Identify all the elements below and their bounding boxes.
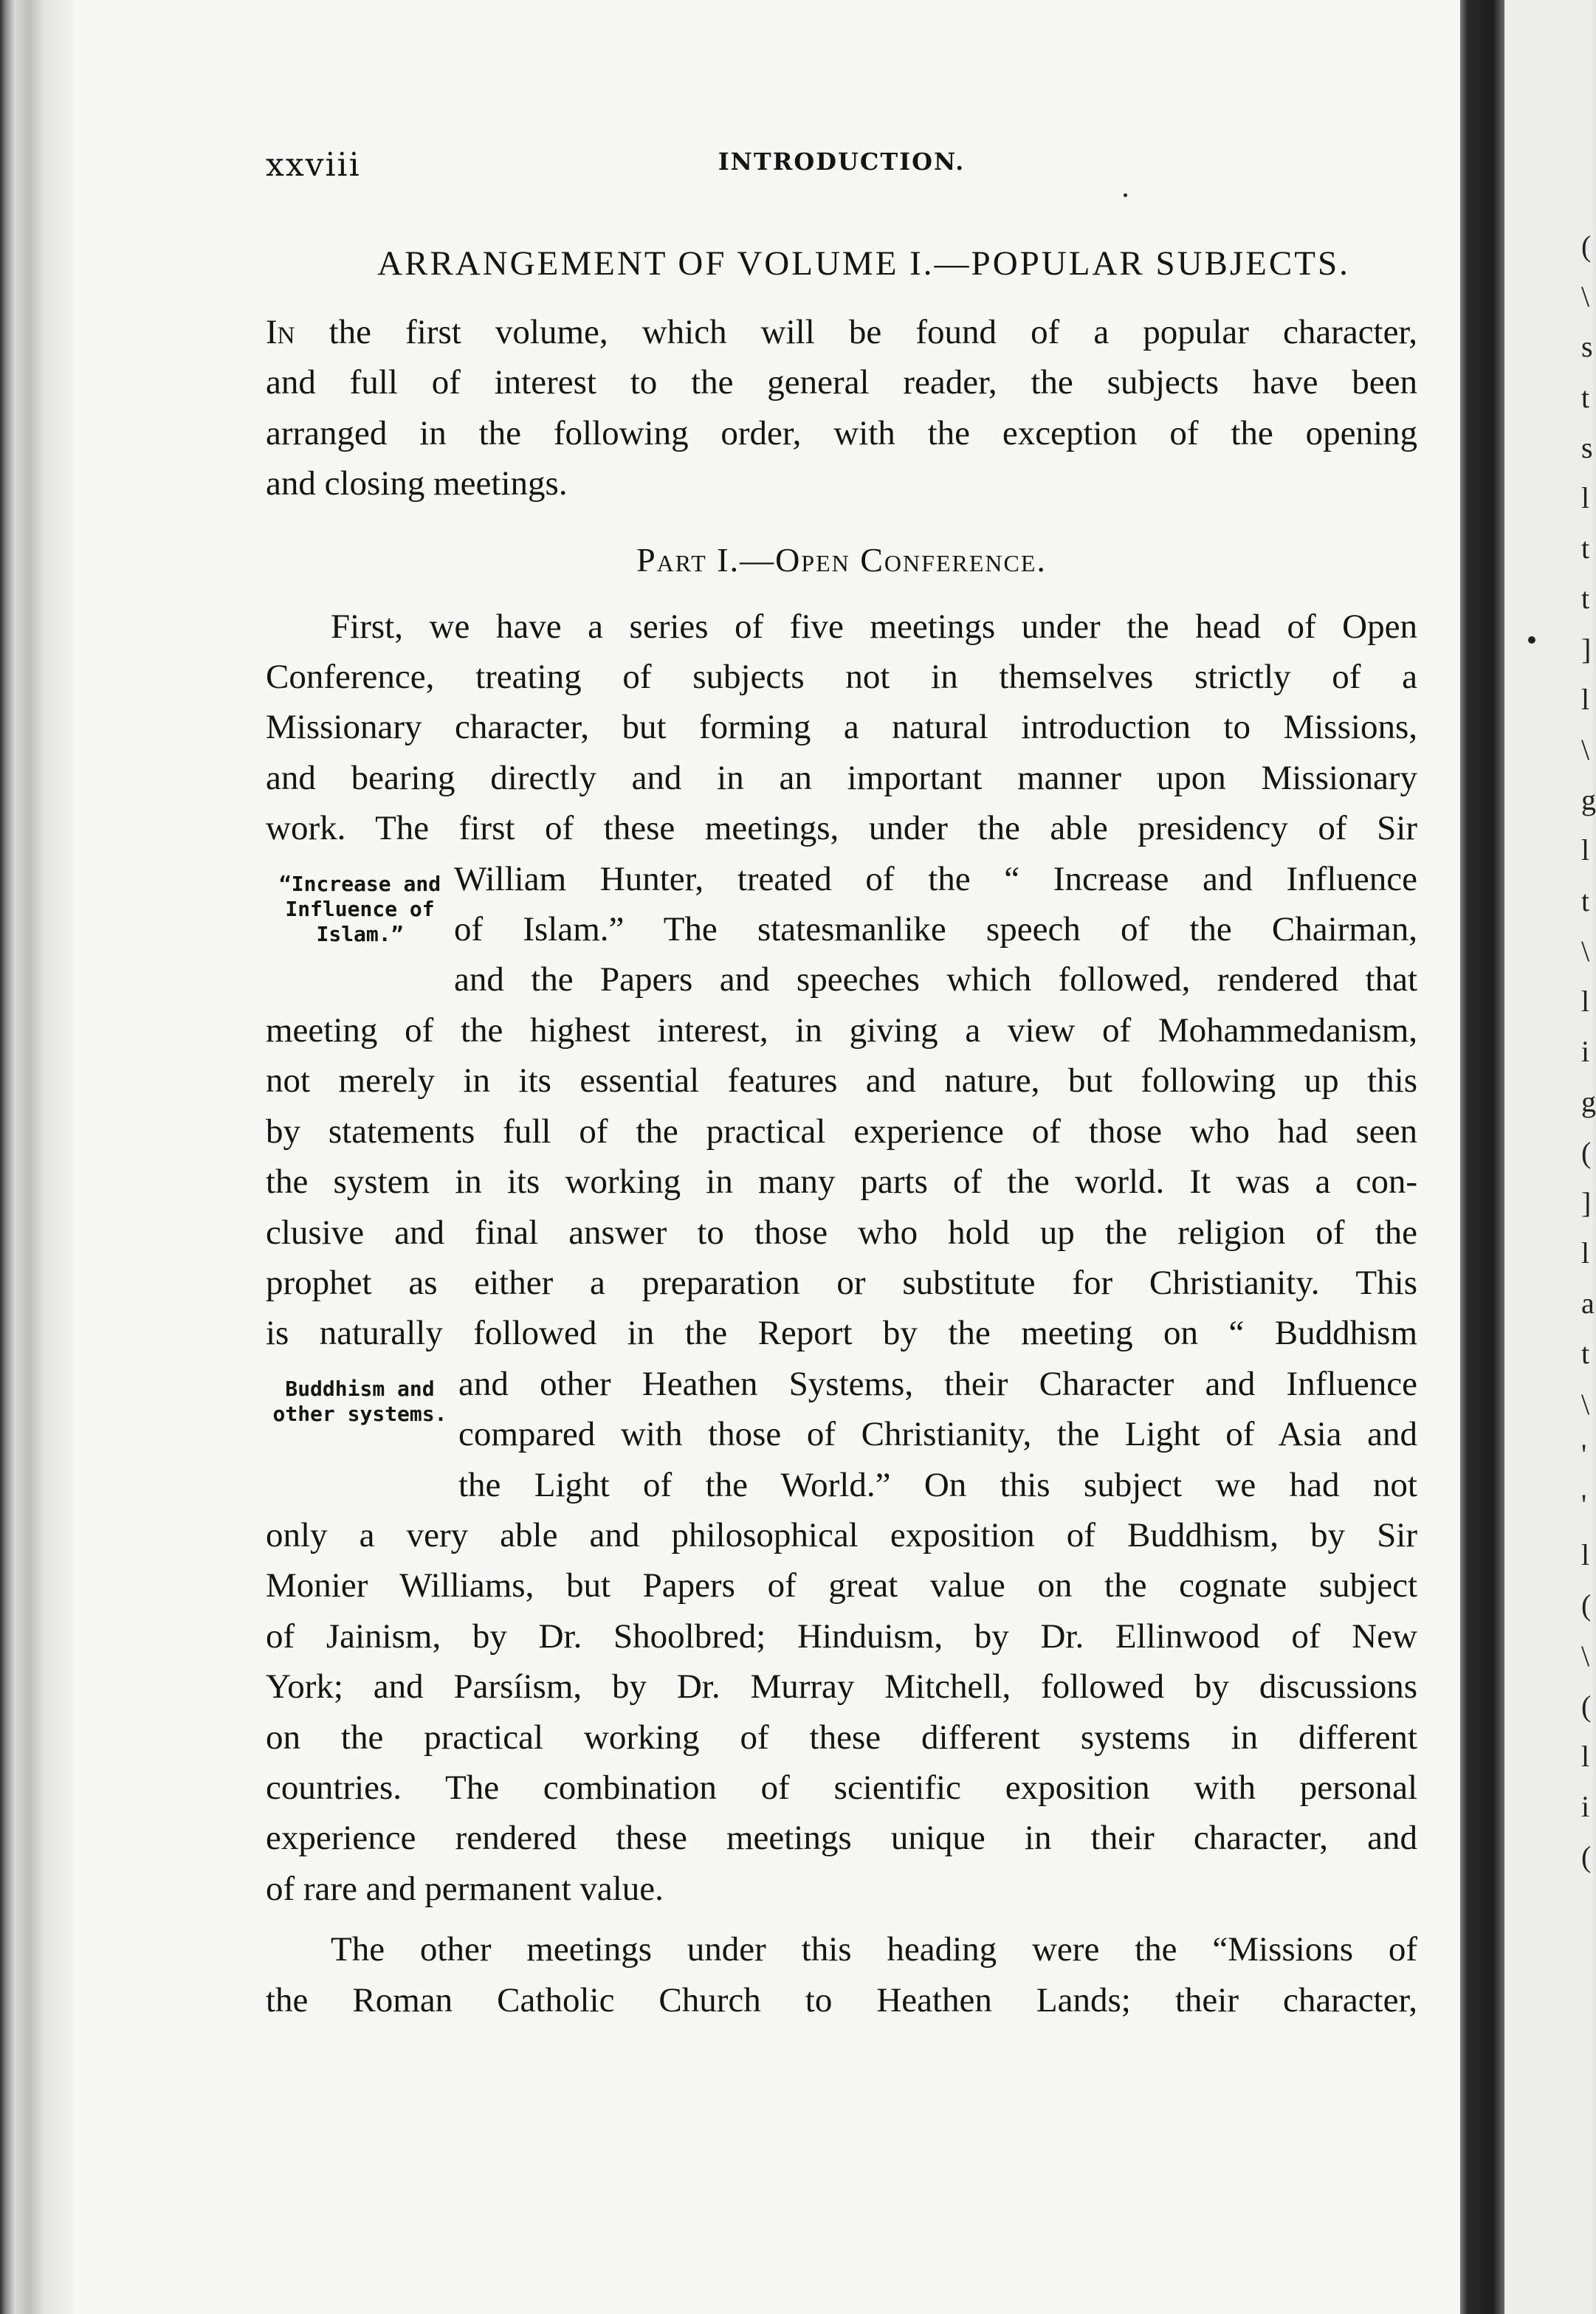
book-gutter xyxy=(1460,0,1504,2314)
text-line: on the practical working of these different systems in different xyxy=(266,1718,1417,1757)
facing-page-fragment: l xyxy=(1581,1740,1590,1773)
intro-paragraph xyxy=(266,307,1417,509)
text-line: Conference, treating of subjects not in themselves strictly of a xyxy=(266,658,1417,697)
sidenote-adjacent-text xyxy=(454,854,1417,1005)
text-line: and the Papers and speeches which followed, rendered that xyxy=(454,960,1417,999)
text-line: of Islam.” The statesmanlike speech of the Chairman, xyxy=(454,910,1417,949)
sidenote-islam: “Increase and Influence of Islam.” xyxy=(278,871,441,946)
facing-page-fragment: l xyxy=(1581,1236,1590,1270)
text-line: and closing meetings. xyxy=(266,464,568,503)
facing-page-fragment: t xyxy=(1581,531,1590,565)
facing-page-fragment: i xyxy=(1581,1790,1590,1824)
sidenote-buddhism: Buddhism and other systems. xyxy=(272,1376,447,1426)
facing-page-fragment: l xyxy=(1581,1538,1590,1572)
ink-speck xyxy=(1528,636,1535,644)
facing-page-fragment: ( xyxy=(1581,1840,1592,1874)
facing-page-fragment: l xyxy=(1581,985,1590,1018)
initial-word: In xyxy=(266,313,295,351)
sidenote-block-buddhism xyxy=(266,1359,1417,1510)
text-line: countries. The combination of scientific exposition with personal xyxy=(266,1768,1417,1807)
facing-page-fragment: t xyxy=(1581,582,1590,616)
facing-page-fragment: \ xyxy=(1581,934,1590,968)
running-head xyxy=(266,133,1417,192)
facing-page-fragment: a xyxy=(1581,1287,1595,1320)
facing-page-fragment: g xyxy=(1581,783,1596,817)
text-line: and bearing directly and in an important manner upon Missionary xyxy=(266,758,1417,797)
page-number: xxviii xyxy=(266,146,361,184)
facing-page-fragment: t xyxy=(1581,884,1590,917)
facing-page-fragment: t xyxy=(1581,380,1590,414)
text-line: prophet as either a preparation or substitute for Christianity. This xyxy=(266,1263,1417,1302)
text-line: arranged in the following order, with the exception of the opening xyxy=(266,413,1417,452)
text-line: experience rendered these meetings unique in their character, and xyxy=(266,1819,1417,1858)
paragraph-gap xyxy=(266,1914,1417,1924)
text-line: Missionary character, but forming a natural introduction to Missions, xyxy=(266,708,1417,747)
sidenote-block-islam xyxy=(266,854,1417,1005)
paragraph-other-meetings xyxy=(266,1924,1417,2025)
facing-page-fragment: l xyxy=(1581,481,1590,514)
text-line: compared with those of Christianity, the Light of Asia and xyxy=(458,1415,1417,1454)
facing-page-fragment: \ xyxy=(1581,1387,1590,1421)
facing-page-fragment: ] xyxy=(1581,632,1592,666)
page-content xyxy=(266,133,1417,2025)
text-line xyxy=(266,307,1417,357)
text-line: the Light of the World.” On this subject we had not xyxy=(458,1465,1417,1504)
paragraph-open-conference xyxy=(266,602,1417,1915)
facing-page-fragment: ( xyxy=(1581,1689,1592,1723)
facing-page-fragment: l xyxy=(1581,833,1590,867)
text-line: York; and Parsíism, by Dr. Murray Mitchell, followed by discussions xyxy=(266,1667,1417,1707)
text-line: and full of interest to the general reader, the subjects have been xyxy=(266,363,1417,402)
sidenote-adjacent-text xyxy=(458,1359,1417,1510)
facing-page-fragment: \ xyxy=(1581,280,1590,314)
text-line: work. The first of these meetings, under the able presidency of Sir xyxy=(266,809,1417,848)
text-line: is naturally followed in the Report by the meeting on “ Buddhism xyxy=(266,1314,1417,1353)
facing-page-fragment: ( xyxy=(1581,230,1592,263)
text-line: the Roman Catholic Church to Heathen Lands; their character, xyxy=(266,1980,1417,2019)
text-line: of Jainism, by Dr. Shoolbred; Hinduism, by Dr. Ellinwood of New xyxy=(266,1616,1417,1656)
facing-page-fragment: s xyxy=(1581,330,1593,364)
text-line: of rare and permanent value. xyxy=(266,1869,664,1908)
text-line: The other meetings under this heading were the “Missions of xyxy=(331,1930,1417,1969)
text-line: William Hunter, treated of the “ Increase and Influence xyxy=(454,859,1417,898)
facing-page-edge xyxy=(1504,0,1593,2314)
text-line: not merely in its essential features and nature, but following up this xyxy=(266,1061,1417,1101)
text-line: the system in its working in many parts of the world. It was a con- xyxy=(266,1163,1417,1202)
facing-page-fragment: i xyxy=(1581,1035,1590,1069)
facing-page-fragment: ' xyxy=(1581,1437,1587,1471)
text-line: by statements full of the practical experience of those who had seen xyxy=(266,1112,1417,1151)
section-title: ARRANGEMENT OF VOLUME I.—POPULAR SUBJECTS. xyxy=(377,244,1350,283)
facing-page-fragment: t xyxy=(1581,1337,1590,1371)
running-title: INTRODUCTION. xyxy=(718,148,966,176)
facing-page-fragment: ( xyxy=(1581,1588,1592,1622)
text-line: Monier Williams, but Papers of great value on the cognate subject xyxy=(266,1566,1417,1605)
facing-page-fragment: \ xyxy=(1581,1639,1590,1673)
facing-page-fragment: g xyxy=(1581,1085,1596,1119)
left-book-edge xyxy=(0,0,74,2314)
line-rest: the first volume, which will be found of a popular character, xyxy=(295,313,1417,351)
facing-page-fragment: s xyxy=(1581,430,1593,464)
facing-page-fragment: ( xyxy=(1581,1135,1592,1169)
part-heading: Part I.—Open Conference. xyxy=(636,540,1047,579)
facing-page-fragment: \ xyxy=(1581,733,1590,766)
text-line: only a very able and philosophical exposition of Buddhism, by Sir xyxy=(266,1515,1417,1554)
text-line: First, we have a series of five meetings under the head of Open xyxy=(331,607,1417,646)
text-line: clusive and final answer to those who hold up the religion of the xyxy=(266,1213,1417,1252)
facing-page-fragment: l xyxy=(1581,682,1590,716)
text-line: meeting of the highest interest, in giving a view of Mohammedanism, xyxy=(266,1010,1417,1050)
text-line: and other Heathen Systems, their Character and Influence xyxy=(458,1364,1417,1403)
facing-page-fragment: ] xyxy=(1581,1185,1592,1219)
facing-page-fragment: ' xyxy=(1581,1488,1587,1521)
